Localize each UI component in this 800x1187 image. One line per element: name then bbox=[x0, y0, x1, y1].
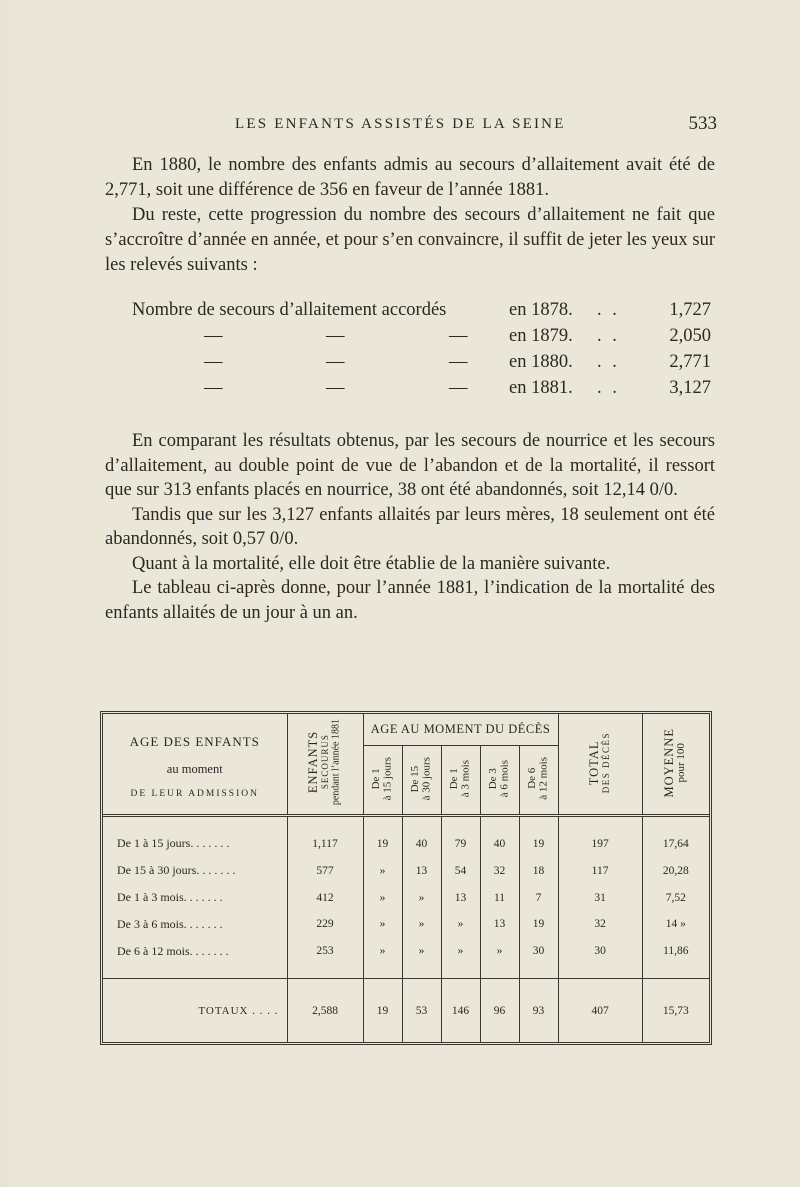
sub-header-line: De 3 bbox=[486, 768, 499, 790]
cell: 146 bbox=[441, 979, 480, 1042]
sub-header-line: De 6 bbox=[525, 768, 538, 790]
cell: 7 bbox=[519, 884, 558, 911]
ditto-dash: — bbox=[204, 378, 223, 398]
cell: 7,52 bbox=[665, 891, 686, 904]
stat-year: en 1879. bbox=[509, 326, 573, 346]
cell: » bbox=[402, 911, 441, 938]
total-header-line: TOTAL bbox=[586, 740, 601, 785]
totals-row bbox=[103, 979, 709, 1042]
stat-year: en 1878. bbox=[509, 300, 573, 320]
cell: » bbox=[480, 938, 519, 965]
cell: » bbox=[441, 911, 480, 938]
running-header bbox=[105, 113, 717, 138]
cell: 11 bbox=[480, 884, 519, 911]
cell: 17,64 bbox=[662, 837, 689, 850]
cell: 11,86 bbox=[663, 945, 689, 958]
body-paragraph: Quant à la mortalité, elle doit être établie de la manière suivante. bbox=[132, 553, 611, 574]
stat-label: Nombre de secours d’allaitement accordés bbox=[132, 300, 447, 320]
sub-header-line: De 1 bbox=[447, 768, 460, 790]
intro-text bbox=[105, 153, 715, 278]
sub-header bbox=[402, 746, 441, 815]
cell: 253 bbox=[287, 938, 363, 965]
row-label: De 15 à 30 jours. . . . . . . bbox=[103, 857, 287, 884]
ditto-dash: — bbox=[326, 378, 345, 398]
cell: 13 bbox=[402, 857, 441, 884]
body-paragraph: En comparant les résultats obtenus, par les secours de nourrice et les secours d’allaitement, au double point de vue de l’abandon et de la mortalité, il ressort que sur 313 enfants placés en nourrice, 38 ont été abandonnés, soit 12,14 0/0. bbox=[105, 431, 715, 500]
body-paragraphs bbox=[105, 429, 715, 625]
moyenne-column-header bbox=[642, 714, 709, 815]
sub-header bbox=[480, 746, 519, 815]
body-paragraph: Tandis que sur les 3,127 enfants allaités par leurs mères, 18 seulement ont été abandonnés, soit 0,57 0/0. bbox=[105, 504, 715, 549]
leader-dots: . . bbox=[597, 378, 620, 398]
cell: 19 bbox=[519, 911, 558, 938]
table-row bbox=[103, 938, 709, 965]
row-label: De 3 à 6 mois. . . . . . . bbox=[103, 911, 287, 938]
cell: » bbox=[441, 938, 480, 965]
body-paragraph: Le tableau ci-après donne, pour l’année 1881, l’indication de la mortalité des enfants allaités de un jour à un an. bbox=[105, 578, 715, 623]
cell: 53 bbox=[402, 979, 441, 1042]
enfants-column-header bbox=[287, 714, 363, 815]
total-column-header bbox=[558, 714, 642, 815]
sub-header-line: à 3 mois bbox=[459, 760, 472, 798]
cell: 31 bbox=[558, 884, 642, 911]
total-header-line: DES DÉCÈS bbox=[600, 731, 611, 794]
page-number: 533 bbox=[688, 113, 717, 134]
stat-row bbox=[105, 378, 715, 404]
sub-header bbox=[363, 746, 402, 815]
cell: 2,588 bbox=[287, 979, 363, 1042]
cell: 19 bbox=[363, 830, 402, 857]
cell: 20,28 bbox=[662, 864, 689, 877]
sub-header-line: à 30 jours bbox=[420, 756, 433, 801]
cell: » bbox=[363, 911, 402, 938]
sub-header bbox=[441, 746, 480, 815]
cell: » bbox=[402, 938, 441, 965]
totals-label: TOTAUX . . . . bbox=[103, 979, 287, 1042]
cell: » bbox=[363, 938, 402, 965]
leader-dots: . . bbox=[597, 326, 620, 346]
cell: 229 bbox=[287, 911, 363, 938]
enfants-header-line: pendant l’année 1881 bbox=[330, 719, 342, 806]
cell: 79 bbox=[441, 830, 480, 857]
table-row bbox=[103, 857, 709, 884]
intro-paragraph: En 1880, le nombre des enfants admis au secours d’allaitement avait été de 2,771, soit une différence de 356 en faveur de l’année 1881. bbox=[105, 155, 715, 200]
row-label: De 1 à 3 mois. . . . . . . bbox=[103, 884, 287, 911]
moyenne-header-line: pour 100 bbox=[675, 742, 688, 783]
age-header-line: DE LEUR ADMISSION bbox=[130, 789, 259, 799]
age-column-header bbox=[103, 714, 287, 815]
cell: 19 bbox=[519, 830, 558, 857]
age-header-line: AGE DES ENFANTS bbox=[129, 734, 260, 749]
stat-value: 2,771 bbox=[669, 352, 711, 372]
cell: 14 » bbox=[665, 918, 686, 931]
stat-value: 1,727 bbox=[669, 300, 711, 320]
stat-year: en 1880. bbox=[509, 352, 573, 372]
cell: 15,73 bbox=[642, 979, 709, 1042]
sub-header-line: à 15 jours bbox=[381, 756, 394, 801]
cell: 18 bbox=[519, 857, 558, 884]
cell: 117 bbox=[558, 857, 642, 884]
leader-dots: . . bbox=[597, 300, 620, 320]
cell: 13 bbox=[480, 911, 519, 938]
intro-paragraph: Du reste, cette progression du nombre des secours d’allaitement ne fait que s’accroître d’année en année, et pour s’en convaincre, il suffit de jeter les yeux sur les relevés suivants : bbox=[105, 205, 715, 275]
cell: 197 bbox=[558, 830, 642, 857]
cell: 13 bbox=[441, 884, 480, 911]
ditto-dash: — bbox=[449, 326, 468, 346]
cell: 40 bbox=[480, 830, 519, 857]
cell: » bbox=[402, 884, 441, 911]
table-row bbox=[103, 884, 709, 911]
stat-value: 3,127 bbox=[669, 378, 711, 398]
cell: 93 bbox=[519, 979, 558, 1042]
cell: 577 bbox=[287, 857, 363, 884]
sub-header bbox=[519, 746, 558, 815]
mortality-table bbox=[100, 711, 712, 1045]
allaitement-stats bbox=[105, 300, 715, 404]
sub-header-line: à 12 mois bbox=[537, 757, 550, 801]
sub-header-line: De 15 bbox=[408, 765, 421, 792]
table-row bbox=[103, 830, 709, 857]
header-title: LES ENFANTS ASSISTÉS DE LA SEINE bbox=[235, 116, 566, 132]
cell: 40 bbox=[402, 830, 441, 857]
enfants-header-line: ENFANTS bbox=[305, 731, 320, 794]
age-deces-group-header: AGE AU MOMENT DU DÉCÈS bbox=[363, 714, 558, 746]
ditto-dash: — bbox=[326, 326, 345, 346]
cell: 54 bbox=[441, 857, 480, 884]
cell: 30 bbox=[558, 938, 642, 965]
stat-year: en 1881. bbox=[509, 378, 573, 398]
cell: 96 bbox=[480, 979, 519, 1042]
cell: » bbox=[363, 884, 402, 911]
leader-dots: . . bbox=[597, 352, 620, 372]
ditto-dash: — bbox=[204, 352, 223, 372]
cell: 19 bbox=[363, 979, 402, 1042]
cell: » bbox=[363, 857, 402, 884]
sub-header-line: à 6 mois bbox=[498, 760, 511, 798]
ditto-dash: — bbox=[449, 378, 468, 398]
table-row bbox=[103, 911, 709, 938]
ditto-dash: — bbox=[204, 326, 223, 346]
stat-row bbox=[105, 352, 715, 378]
cell: 412 bbox=[287, 884, 363, 911]
row-label: De 6 à 12 mois. . . . . . . bbox=[103, 938, 287, 965]
sub-header-line: De 1 bbox=[369, 768, 382, 790]
cell: 30 bbox=[519, 938, 558, 965]
ditto-dash: — bbox=[449, 352, 468, 372]
stat-row bbox=[105, 300, 715, 326]
enfants-header-line: SECOURUS bbox=[320, 734, 331, 790]
moyenne-header-line: MOYENNE bbox=[662, 727, 677, 798]
cell: 32 bbox=[480, 857, 519, 884]
age-header-line: au moment bbox=[166, 762, 223, 776]
cell: 407 bbox=[558, 979, 642, 1042]
cell: 1,117 bbox=[287, 830, 363, 857]
row-label: De 1 à 15 jours. . . . . . . bbox=[103, 830, 287, 857]
cell: 32 bbox=[558, 911, 642, 938]
stat-value: 2,050 bbox=[669, 326, 711, 346]
ditto-dash: — bbox=[326, 352, 345, 372]
stat-row bbox=[105, 326, 715, 352]
